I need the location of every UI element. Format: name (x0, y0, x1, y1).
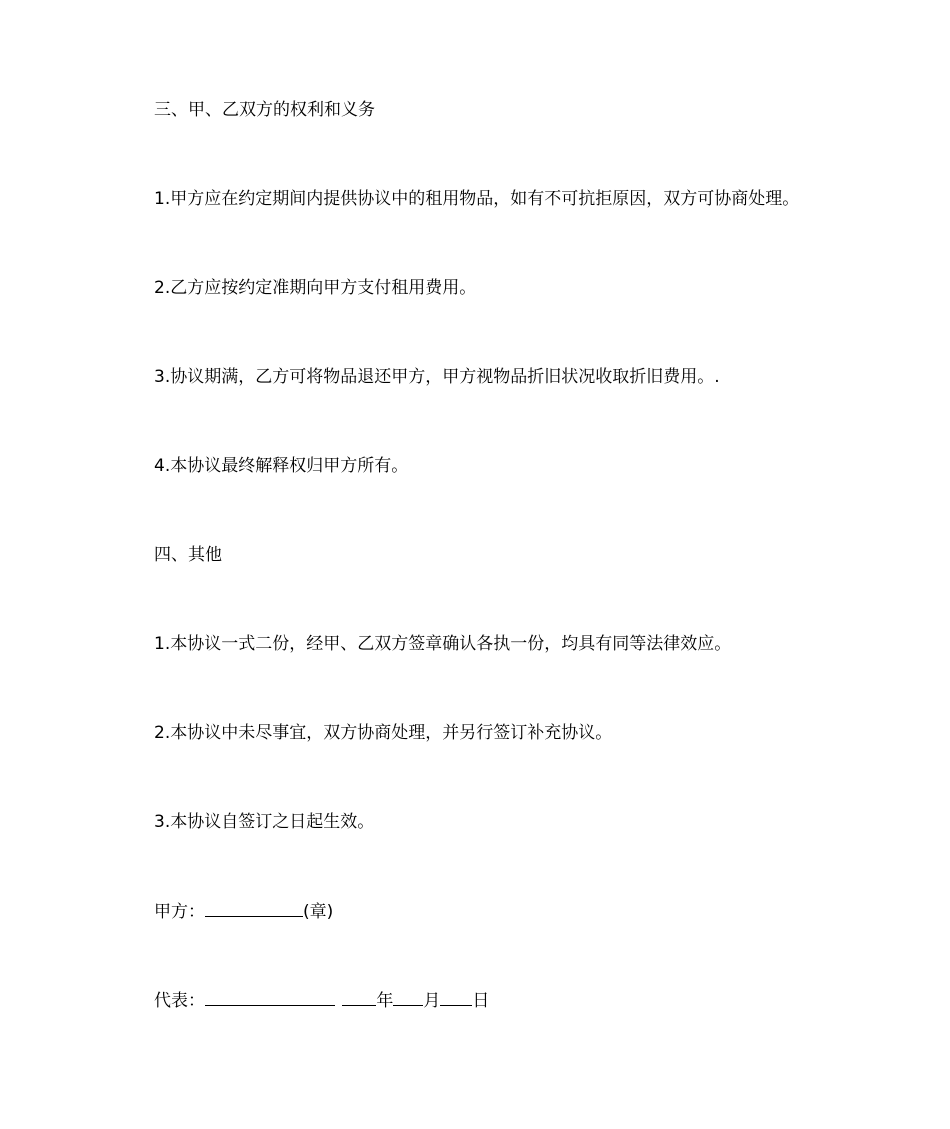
month-label: 月 (423, 991, 441, 1011)
seal-label: (章) (303, 902, 334, 922)
section-3-item-1: 1.甲方应在约定期间内提供协议中的租用物品，如有不可抗拒原因，双方可协商处理。 (154, 189, 800, 209)
day-label: 日 (472, 991, 490, 1011)
section-3-item-2: 2.乙方应按约定准期向甲方支付租用费用。 (154, 278, 477, 298)
party-a-blank (205, 900, 303, 917)
representative-label: 代表： (154, 991, 205, 1011)
year-label: 年 (376, 991, 394, 1011)
party-a-signature-line (154, 900, 333, 923)
section-4-heading: 四、其他 (154, 545, 222, 565)
section-4-item-3: 3.本协议自签订之日起生效。 (154, 812, 375, 832)
section-3-heading: 三、甲、乙双方的权利和义务 (154, 100, 375, 120)
section-4-item-2: 2.本协议中未尽事宜，双方协商处理，并另行签订补充协议。 (154, 723, 613, 743)
representative-signature-line (154, 989, 489, 1012)
party-a-label: 甲方： (154, 902, 205, 922)
day-blank (440, 989, 472, 1006)
section-3-item-3: 3.协议期满，乙方可将物品退还甲方，甲方视物品折旧状况收取折旧费用。. (154, 367, 720, 387)
section-4-item-1: 1.本协议一式二份，经甲、乙双方签章确认各执一份，均具有同等法律效应。 (154, 634, 732, 654)
month-blank (393, 989, 423, 1006)
representative-blank (205, 989, 335, 1006)
section-3-item-4: 4.本协议最终解释权归甲方所有。 (154, 456, 409, 476)
year-blank (342, 989, 376, 1006)
